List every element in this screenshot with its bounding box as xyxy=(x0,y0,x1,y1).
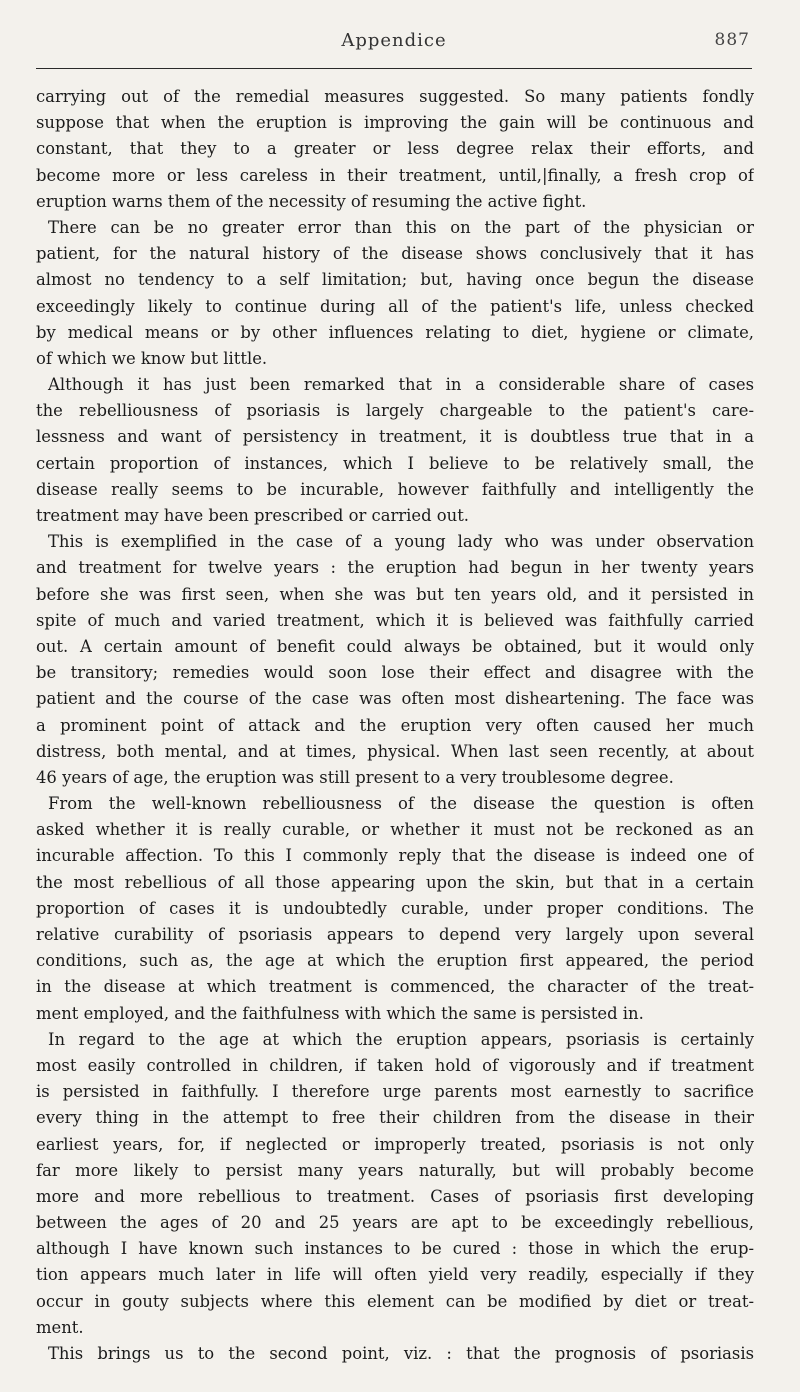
running-title: Appendice xyxy=(341,30,447,51)
text-line: earliest years, for, if neglected or improperly treated, psoriasis is not only xyxy=(36,1134,754,1154)
text-line: There can be no greater error than this on the part of the physician or xyxy=(48,217,754,237)
text-line: be transitory; remedies would soon lose their effect and disagree with the xyxy=(36,663,754,683)
text-line: by medical means or by other influences relating to diet, hygiene or climate, xyxy=(36,322,754,342)
text-line: relative curability of psoriasis appears to depend very largely upon several xyxy=(36,925,754,944)
text-line: out. A certain amount of benefit could always be obtained, but it would only xyxy=(36,636,754,656)
text-line: distress, both mental, and at times, physical. When last seen recently, at about xyxy=(36,741,754,761)
text-line: between the ages of 20 and 25 years are apt to be exceedingly rebellious, xyxy=(36,1213,754,1233)
text-line: This brings us to the second point, viz. : that the prognosis of psoriasis xyxy=(48,1344,754,1363)
text-line: From the well-known rebelliousness of the disease the question is often xyxy=(48,794,754,814)
text-line: most easily controlled in children, if taken hold of vigorously and if treatment xyxy=(36,1055,754,1075)
text-line: patient, for the natural history of the disease shows conclusively that it has xyxy=(36,244,754,264)
text-line: far more likely to persist many years naturally, but will probably become xyxy=(36,1160,754,1180)
text-line: This is exemplified in the case of a young lady who was under observation xyxy=(48,532,754,552)
text-line: every thing in the attempt to free their children from the disease in their xyxy=(36,1108,754,1128)
text-line: of which we know but little. xyxy=(36,348,268,368)
text-line: constant, that they to a greater or less degree relax their efforts, and xyxy=(36,139,754,159)
text-line: incurable affection. To this I commonly reply that the disease is indeed one of xyxy=(36,846,754,866)
text-line: become more or less careless in their treatment, until,|finally, a fresh crop of xyxy=(36,165,754,185)
text-line: lessness and want of persistency in treatment, it is doubtless true that in a xyxy=(36,427,754,447)
text-line: although I have known such instances to be cured : those in which the erup- xyxy=(36,1239,754,1259)
text-line: more and more rebellious to treatment. Cases of psoriasis first developing xyxy=(36,1186,754,1206)
text-line: patient and the course of the case was often most disheartening. The face was xyxy=(36,689,754,709)
text-line: almost no tendency to a self limitation; but, having once begun the disease xyxy=(36,270,754,290)
text-line: before she was first seen, when she was but ten years old, and it persisted in xyxy=(36,584,754,604)
text-line: eruption warns them of the necessity of resuming the active fight. xyxy=(36,191,587,211)
text-line: occur in gouty subjects where this element can be modified by diet or treat- xyxy=(36,1291,754,1311)
text-line: the rebelliousness of psoriasis is largely chargeable to the patient's care- xyxy=(36,401,754,421)
text-line: Although it has just been remarked that in a considerable share of cases xyxy=(48,375,754,395)
text-line: spite of much and varied treatment, which it is believed was faithfully carried xyxy=(36,610,754,630)
text-line: asked whether it is really curable, or whether it must not be reckoned as an xyxy=(36,820,754,840)
text-line: carrying out of the remedial measures suggested. So many patients fondly xyxy=(36,87,754,106)
text-line: disease really seems to be incurable, however faithfully and intelligently the xyxy=(36,479,754,499)
text-line: proportion of cases it is undoubtedly curable, under proper conditions. The xyxy=(36,898,754,918)
text-line: treatment may have been prescribed or carried out. xyxy=(36,506,470,525)
text-line: is persisted in faithfully. I therefore urge parents most earnestly to sacrifice xyxy=(36,1082,754,1102)
text-line: tion appears much later in life will often yield very readily, especially if they xyxy=(36,1265,754,1285)
text-line: in the disease at which treatment is commenced, the character of the treat- xyxy=(36,977,754,997)
page-header xyxy=(36,26,752,69)
page-number: 887 xyxy=(714,30,750,50)
body-text xyxy=(36,84,754,1367)
text-line: ment. xyxy=(36,1317,84,1337)
text-line: ment employed, and the faithfulness with which the same is persisted in. xyxy=(36,1003,644,1023)
text-line: the most rebellious of all those appearing upon the skin, but that in a certain xyxy=(36,872,754,892)
text-line: a prominent point of attack and the eruption very often caused her much xyxy=(36,715,754,735)
text-line: exceedingly likely to continue during all of the patient's life, unless checked xyxy=(36,296,754,316)
text-line: and treatment for twelve years : the eruption had begun in her twenty years xyxy=(36,558,754,578)
text-line: In regard to the age at which the eruption appears, psoriasis is certainly xyxy=(48,1029,754,1049)
text-line: conditions, such as, the age at which the eruption first appeared, the period xyxy=(36,951,754,971)
text-line: 46 years of age, the eruption was still present to a very troublesome degree. xyxy=(36,767,674,787)
text-line: certain proportion of instances, which I believe to be relatively small, the xyxy=(36,453,754,473)
text-line: suppose that when the eruption is improving the gain will be continuous and xyxy=(36,113,754,133)
